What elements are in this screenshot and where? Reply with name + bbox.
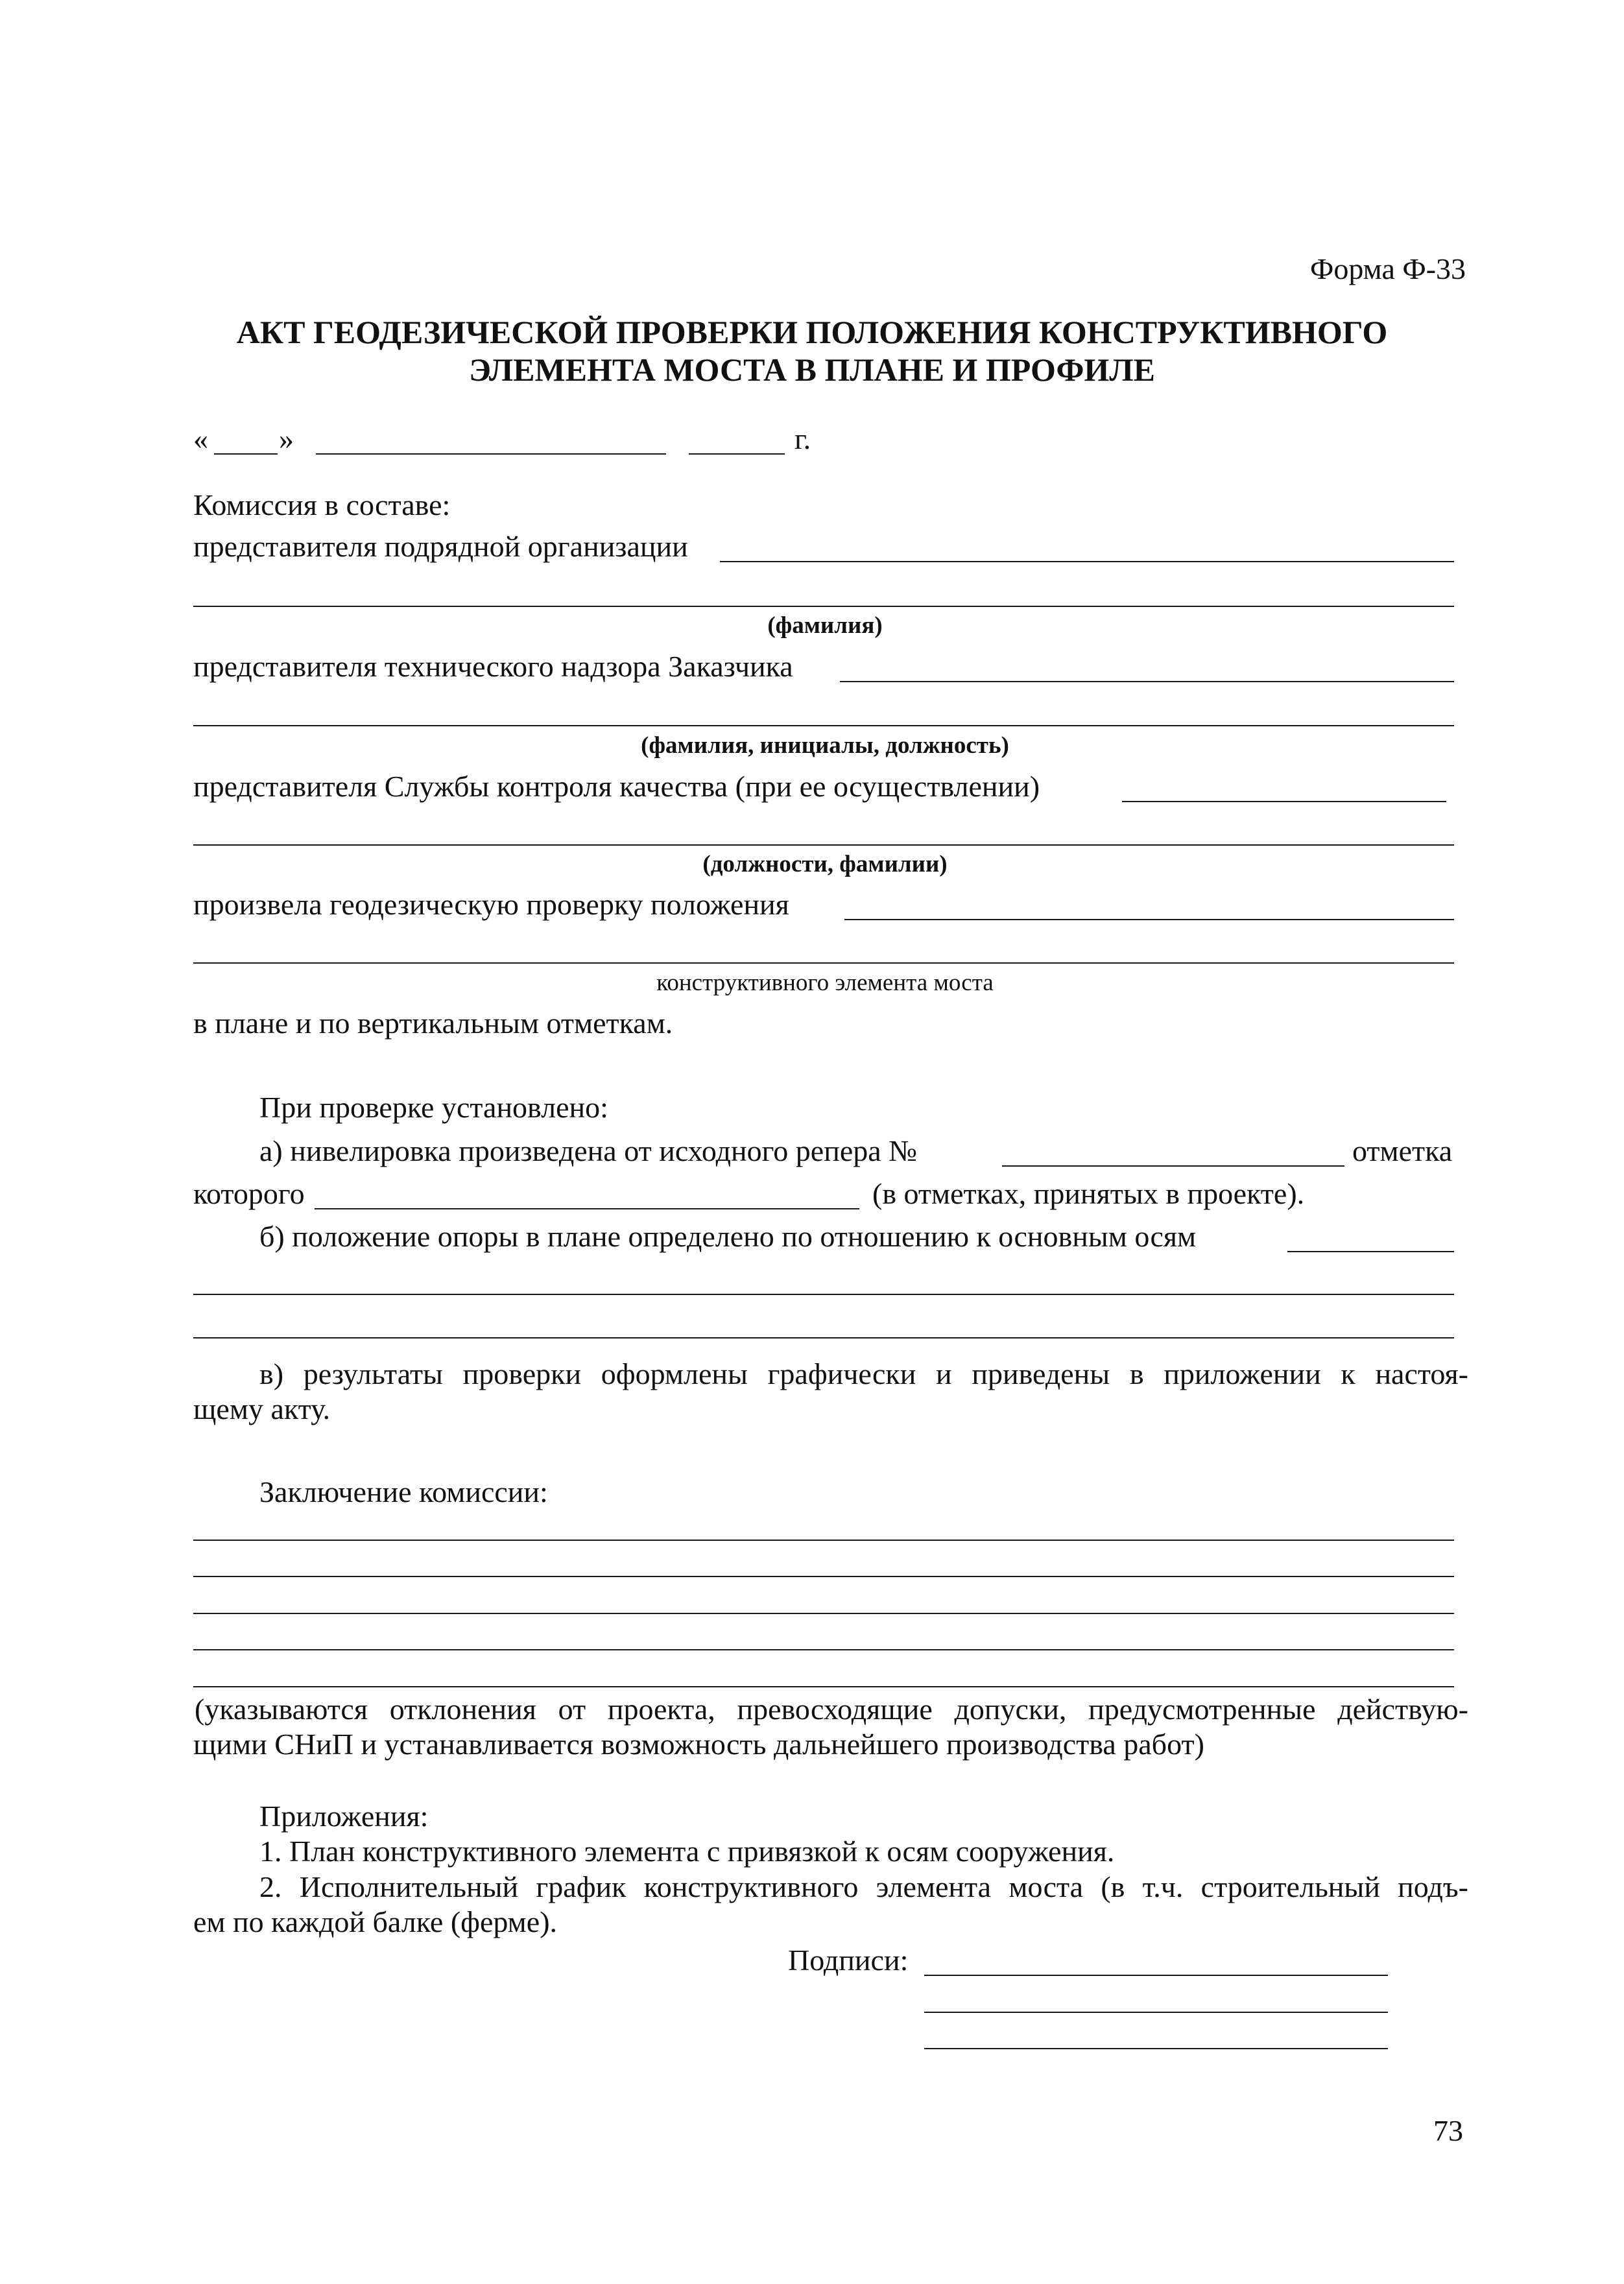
finding-a-mark: отметка [1352,1134,1453,1167]
supervision-field-line-2[interactable] [193,725,1454,726]
finding-a-elevation-field[interactable] [315,1208,859,1209]
supervision-field[interactable] [840,681,1454,682]
finding-a-label: а) нивелировка произведена от исходного репера № [259,1134,918,1167]
signature-line-1[interactable] [924,1975,1388,1976]
finding-c-line-2: щему акту. [193,1392,330,1425]
conclusion-line-1[interactable] [193,1540,1454,1541]
finding-a-tail: (в отметках, принятых в проекте). [872,1177,1305,1210]
check-label: произвела геодезическую проверку положения [193,888,789,921]
conclusion-line-5[interactable] [193,1686,1454,1687]
quality-field-line-2[interactable] [193,844,1454,846]
contractor-field-line-2[interactable] [193,606,1454,607]
conclusion-line-4[interactable] [193,1649,1454,1650]
attachments-heading: Приложения: [259,1800,429,1833]
check-field-line-2[interactable] [193,962,1454,964]
conclusion-heading: Заключение комиссии: [259,1475,548,1508]
document-title-line-1: АКТ ГЕОДЕЗИЧЕСКОЙ ПРОВЕРКИ ПОЛОЖЕНИЯ КОНСТРУКТИВНОГО [236,314,1388,350]
attachment-item-2-line-2: ем по каждой балке (ферме). [193,1905,558,1938]
finding-a-reper-field[interactable] [1002,1165,1344,1167]
signature-line-3[interactable] [924,2048,1388,2049]
finding-b-field-line-3[interactable] [193,1337,1454,1338]
conclusion-line-3[interactable] [193,1613,1454,1614]
date-open-quote: « [193,422,208,455]
page-number: 73 [1433,2114,1463,2147]
date-year-suffix: г. [794,422,811,455]
date-day-field[interactable] [214,453,278,455]
finding-a-which: которого [193,1177,305,1210]
supervision-caption: (фамилия, инициалы, должность) [641,732,1009,759]
conclusion-line-2[interactable] [193,1576,1454,1577]
attachment-item-1: 1. План конструктивного элемента с привязкой к осям сооружения. [259,1835,1115,1868]
contractor-caption: (фамилия) [767,612,883,639]
supervision-label: представителя технического надзора Заказчика [193,650,793,683]
signature-line-2[interactable] [924,2012,1388,2013]
date-year-field[interactable] [689,453,785,455]
date-close-quote: » [279,422,294,455]
findings-heading: При проверке установлено: [259,1091,608,1124]
conclusion-note-line-2: щими СНиП и устанавливается возможность дальнейшего производства работ) [193,1728,1204,1761]
finding-b-label: б) положение опоры в плане определено по отношению к основным осям [259,1220,1197,1253]
check-caption: конструктивного элемента моста [656,970,994,996]
document-title-line-2: ЭЛЕМЕНТА МОСТА В ПЛАНЕ И ПРОФИЛЕ [469,351,1155,388]
finding-b-field-line-2[interactable] [193,1294,1454,1295]
check-tail: в плане и по вертикальным отметкам. [193,1006,673,1040]
date-month-field[interactable] [316,453,666,455]
contractor-label: представителя подрядной организации [193,530,688,563]
quality-caption: (должности, фамилии) [702,851,948,877]
signatures-label: Подписи: [788,1944,909,1977]
contractor-field[interactable] [720,561,1454,562]
check-field[interactable] [844,919,1454,920]
quality-field[interactable] [1122,801,1446,802]
finding-c-line-1: в) результаты проверки оформлены графически и приведены в приложении к настоя- [259,1357,1468,1390]
attachment-item-2-line-1: 2. Исполнительный график конструктивного элемента моста (в т.ч. строительный подъ- [259,1870,1468,1903]
finding-b-field[interactable] [1287,1251,1454,1252]
conclusion-note-line-1: (указываются отклонения от проекта, превосходящие допуски, предусмотренные действую- [195,1693,1468,1726]
quality-label: представителя Службы контроля качества (при ее осуществлении) [193,770,1040,803]
form-code: Форма Ф-33 [1310,252,1466,285]
commission-heading: Комиссия в составе: [193,488,451,521]
